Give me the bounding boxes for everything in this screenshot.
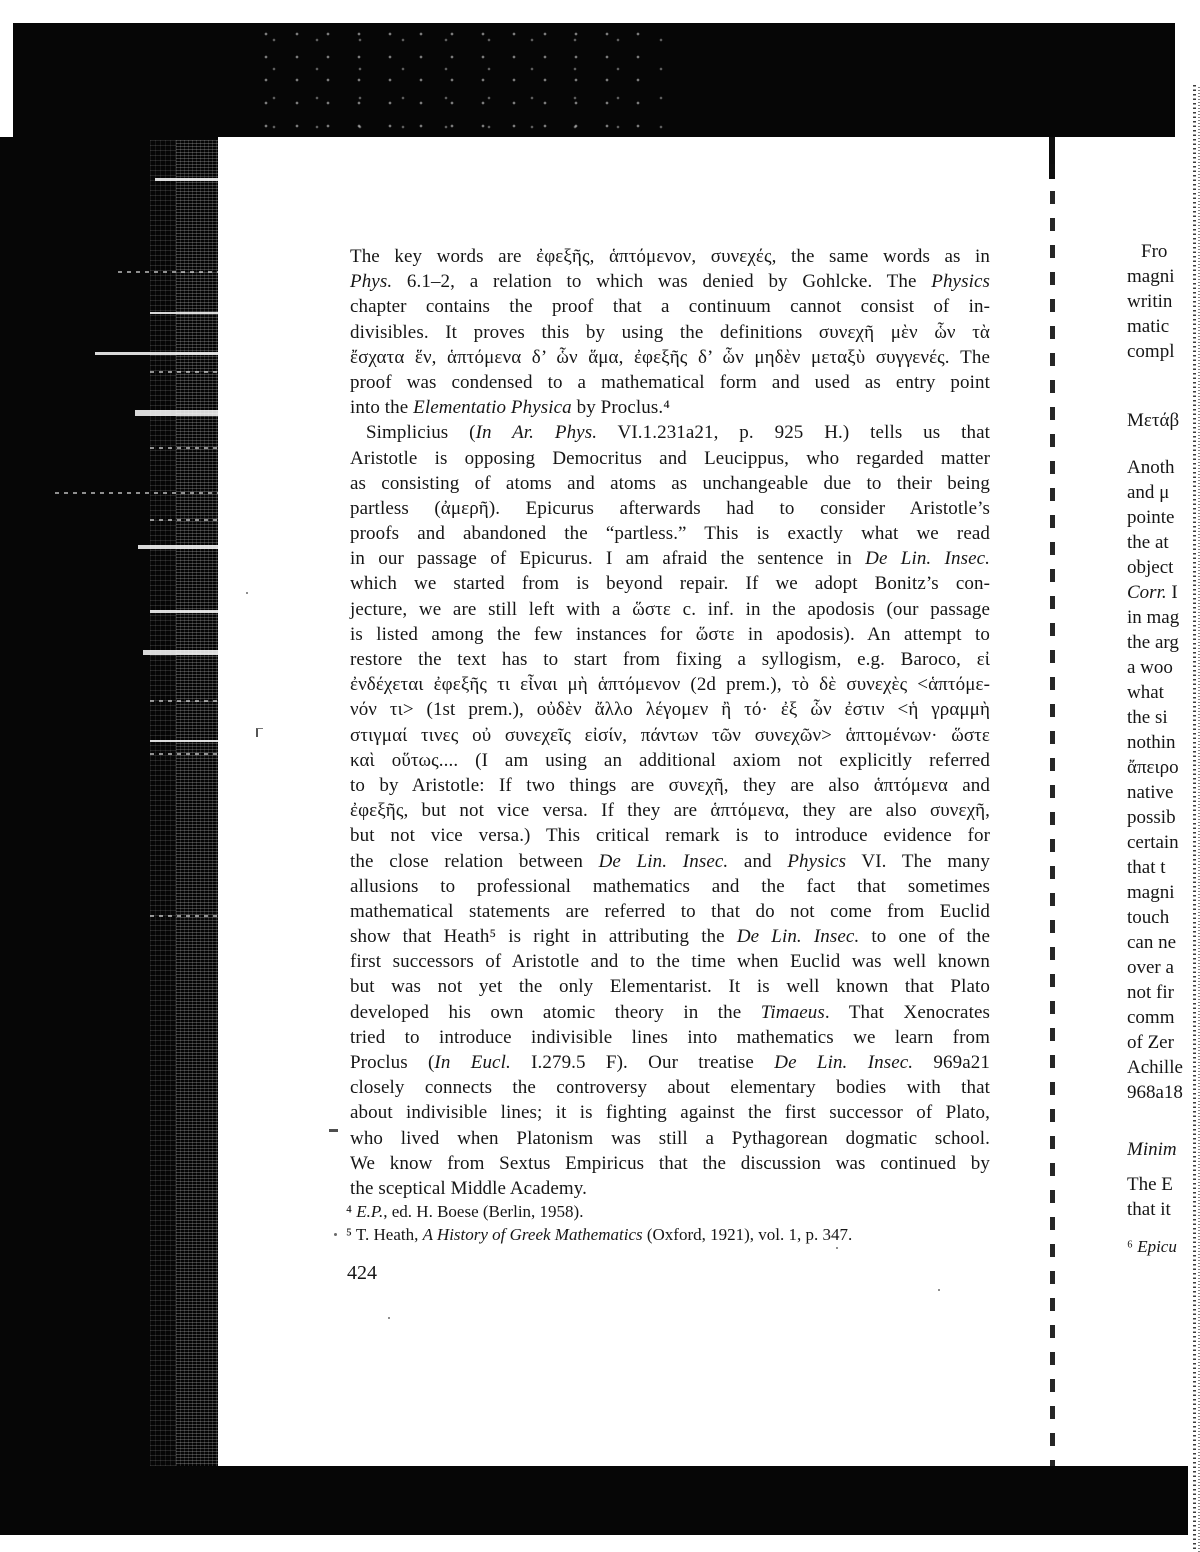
text-line: ἐφεξῆς, but not vice versa. If they are ἁπτόμενα, they are also συνεχῆ,	[350, 800, 990, 822]
page-number: 424	[347, 1262, 377, 1284]
scan-streak	[55, 492, 218, 494]
facing-para	[1127, 455, 1193, 1105]
scan-streak	[150, 447, 218, 449]
facing-text-line: the si	[1127, 707, 1168, 728]
scan-speck	[836, 1247, 838, 1249]
facing-page-edge-texture	[1193, 85, 1200, 1552]
text-line: the close relation between De Lin. Insec. and Physics VI. The many	[350, 850, 990, 872]
text-line: tried to introduce indivisible lines into mathematics we learn from	[350, 1026, 990, 1048]
facing-text-line: Corr. I	[1127, 582, 1178, 603]
facing-heading-italic	[1127, 1137, 1193, 1162]
scan-streak	[135, 410, 218, 416]
facing-text-line: The E	[1127, 1174, 1173, 1195]
text-line: but was not yet the only Elementarist. It is well known that Plato	[350, 976, 990, 998]
text-line: The key words are ἐφεξῆς, ἁπτόμενον, συνεχές, the same words as in	[350, 246, 990, 267]
facing-text-line: compl	[1127, 341, 1175, 362]
text-line: closely connects the controversy about elementary bodies with that	[350, 1077, 990, 1099]
text-line: allusions to professional mathematics and the fact that sometimes	[350, 875, 990, 897]
facing-text-line: Fro	[1141, 241, 1168, 262]
scan-top-band	[13, 23, 1175, 137]
facing-text-line: of Zer	[1127, 1032, 1174, 1053]
stray-mark	[256, 728, 263, 737]
text-line: but not vice versa.) This critical remark is to introduce evidence for	[350, 825, 990, 847]
footnote-line: ⁴ E.P., ed. H. Boese (Berlin, 1958).	[346, 1202, 584, 1221]
facing-text-line: not fir	[1127, 982, 1174, 1003]
scan-speck	[246, 592, 248, 594]
facing-text-line: magni	[1127, 882, 1175, 903]
scan-streak	[150, 312, 218, 314]
text-line: Proclus (In Eucl. I.279.5 F). Our treatise De Lin. Insec. 969a21	[350, 1052, 990, 1073]
text-line: partless (ἀμερῆ). Epicurus afterwards had to consider Aristotle’s	[350, 497, 990, 519]
facing-text-line: over a	[1127, 957, 1174, 978]
text-line: to by Aristotle: If two things are συνεχῆ, they are also ἁπτόμενα and	[350, 774, 990, 796]
text-line: divisibles. It proves this by using the definitions συνεχῆ μὲν ὧν τὰ	[350, 321, 990, 343]
text-line: Aristotle is opposing Democritus and Leucippus, who regarded matter	[350, 447, 990, 469]
facing-para	[1127, 1172, 1193, 1222]
facing-text-line: can ne	[1127, 932, 1177, 953]
footnotes	[346, 1200, 990, 1246]
text-line: first successors of Aristotle and to the time when Euclid was well known	[350, 951, 990, 973]
facing-text-line: in mag	[1127, 607, 1180, 628]
text-line: restore the text has to start from fixing a syllogism, e.g. Baroco, εἰ	[350, 649, 990, 670]
facing-page-column	[1127, 239, 1193, 1319]
scan-speck	[938, 1289, 940, 1291]
facing-text-line: object	[1127, 557, 1174, 578]
scan-streak	[150, 610, 218, 613]
main-text	[350, 244, 990, 1201]
text-line: ἐνδέχεται ἐφεξῆς τι εἶναι μὴ ἁπτόμενον (2d prem.), τὸ δὲ συνεχὲς <ἁπτόμε-	[350, 674, 990, 696]
text-line: developed his own atomic theory in the Timaeus. That Xenocrates	[350, 1001, 990, 1023]
text-line: jecture, we are still left with a ὥστε c. inf. in the apodosis (our passage	[350, 598, 990, 620]
page-edge-texture-faint	[150, 140, 176, 1466]
scan-streak	[95, 352, 218, 355]
scan-streak	[138, 545, 218, 549]
facing-text-line: certain	[1127, 832, 1179, 853]
text-line: καὶ οὕτως.... (I am using an additional axiom not explicitly referred	[350, 749, 990, 771]
facing-text-line: that it	[1127, 1199, 1171, 1220]
text-line: show that Heath⁵ is right in attributing the De Lin. Insec. to one of the	[350, 926, 990, 948]
facing-text-line: the arg	[1127, 632, 1179, 653]
facing-text-line: what	[1127, 682, 1164, 703]
facing-text-line: possib	[1127, 807, 1176, 828]
text-line: στιγμαί τινες οὐ συνεχεῖς εἰσίν, πάντων τῶν συνεχῶν> ἁπτομένων· ὥστε	[350, 724, 990, 746]
facing-footnote	[1127, 1236, 1193, 1258]
text-line: about indivisible lines; it is fighting against the first successor of Plato,	[350, 1102, 990, 1124]
scan-speck	[388, 1317, 390, 1319]
facing-text-line: the at	[1127, 532, 1169, 553]
text-line: We know from Sextus Empiricus that the discussion was continued by	[350, 1152, 990, 1174]
facing-text-line: native	[1127, 782, 1174, 803]
facing-text-line: 968a18	[1127, 1082, 1183, 1103]
text-line: proof was condensed to a mathematical form and used as entry point	[350, 371, 990, 393]
scan-speck	[334, 1233, 337, 1236]
text-line: the sceptical Middle Academy.	[350, 1177, 587, 1199]
facing-text-line: writin	[1127, 291, 1173, 312]
text-line: νόν τι> (1st prem.), οὐδὲν ἄλλο λέγομεν ἢ τό· ἐξ ὧν ἐστιν <ἡ γραμμὴ	[350, 699, 990, 721]
facing-text-line: matic	[1127, 316, 1170, 337]
facing-heading	[1127, 408, 1193, 433]
scan-streak	[155, 178, 218, 181]
facing-text-line: magni	[1127, 266, 1175, 287]
page-edge-texture	[176, 140, 218, 1466]
text-line: as consisting of atoms and atoms as unchangeable due to their being	[350, 472, 990, 494]
scan-streak	[150, 753, 218, 755]
facing-text-line: Minim	[1127, 1139, 1177, 1160]
scan-streak	[150, 740, 218, 742]
text-line: is listed among the few instances for ὥστε in apodosis). An attempt to	[350, 623, 990, 645]
scan-streak	[150, 519, 218, 521]
facing-text-line: a woo	[1127, 657, 1173, 678]
facing-text-line: Μετάβ	[1127, 410, 1180, 431]
facing-text-line: comm	[1127, 1007, 1175, 1028]
scan-noise-speckle	[263, 31, 663, 131]
text-line: who lived when Platonism was still a Pythagorean dogmatic school.	[350, 1127, 990, 1149]
text-line: into the Elementatio Physica by Proclus.⁴	[350, 397, 670, 419]
facing-text-line: ⁶ Epicu	[1127, 1237, 1177, 1256]
facing-text-line: ἄπειρο	[1127, 757, 1179, 778]
text-line: proofs and abandoned the “partless.” This is exactly what we read	[350, 523, 990, 545]
text-line: in our passage of Epicurus. I am afraid the sentence in De Lin. Insec.	[350, 548, 990, 570]
text-line: which we started from is beyond repair. If we adopt Bonitz’s con-	[350, 573, 990, 595]
scan-bottom-band	[0, 1466, 1188, 1535]
scan-streak	[118, 271, 218, 273]
scan-left-band	[0, 137, 218, 1535]
facing-text-line: pointe	[1127, 507, 1175, 528]
text-line: mathematical statements are referred to that do not come from Euclid	[350, 900, 990, 922]
facing-text-line: that t	[1127, 857, 1166, 878]
facing-text-line: and μ	[1127, 482, 1170, 503]
text-line: ἔσχατα ἕν, ἁπτόμενα δ’ ὧν ἅμα, ἐφεξῆς δ’ ὧν μηδὲν μεταξὺ συγγενές. The	[350, 346, 990, 368]
scan-streak	[143, 650, 218, 655]
facing-text-line: touch	[1127, 907, 1170, 928]
text-line: chapter contains the proof that a continuum cannot consist of in-	[350, 296, 990, 318]
facing-text-line: Anoth	[1127, 457, 1175, 478]
footnote-line: ⁵ T. Heath, A History of Greek Mathematics (Oxford, 1921), vol. 1, p. 347.	[346, 1225, 853, 1244]
facing-para	[1127, 239, 1193, 364]
stray-mark-dash	[329, 1129, 338, 1132]
facing-text-line: nothin	[1127, 732, 1176, 753]
scan-streak	[150, 371, 218, 373]
page-gutter-line	[1050, 137, 1055, 1466]
text-line: Phys. 6.1–2, a relation to which was denied by Gohlcke. The Physics	[350, 271, 990, 293]
scan-streak	[150, 700, 218, 702]
text-line: Simplicius (In Ar. Phys. VI.1.231a21, p. 925 H.) tells us that	[366, 422, 990, 444]
facing-text-line: Achille	[1127, 1057, 1183, 1078]
scan-streak	[150, 915, 218, 917]
